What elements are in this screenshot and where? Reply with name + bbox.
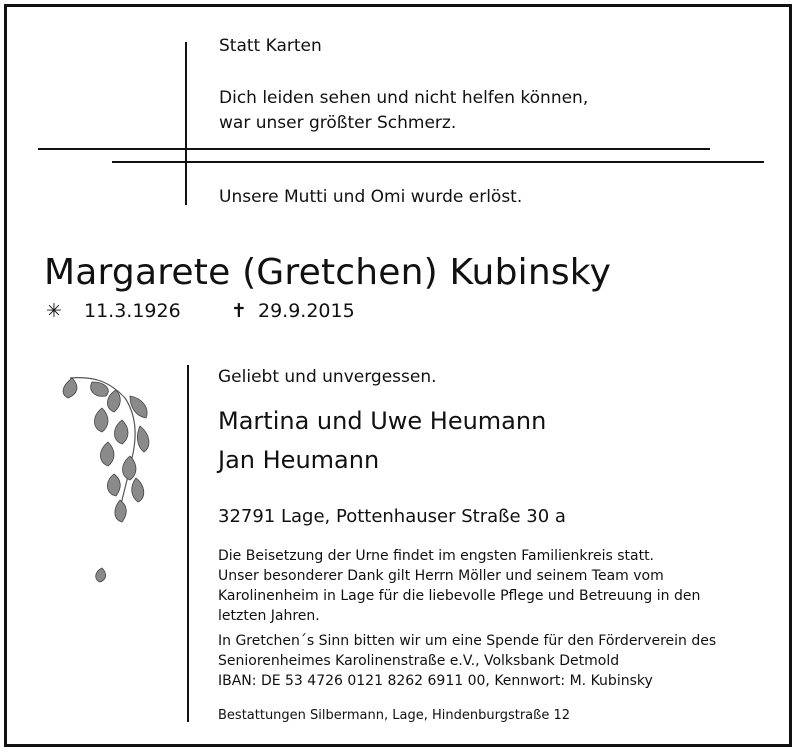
quote-line-2: war unser größter Schmerz. (219, 113, 457, 133)
birch-branch-icon (50, 368, 160, 598)
lower-vertical-line (187, 365, 189, 722)
mourner-line-1: Martina und Uwe Heumann (218, 407, 547, 435)
text-line-3: Karolinenheim in Lage für die liebevolle Pflege und Betreuung in den (218, 588, 701, 604)
birth-date: 11.3.1926 (84, 300, 181, 322)
cross-horizontal-line-lower (112, 161, 764, 163)
text-line-7: IBAN: DE 53 4726 0121 8262 6911 00, Kennwort: M. Kubinsky (218, 673, 653, 689)
birth-symbol-icon: ✳ (46, 300, 62, 322)
text-line-4: letzten Jahren. (218, 608, 320, 624)
cross-vertical-line (185, 42, 187, 205)
header-statt-karten: Statt Karten (219, 36, 322, 56)
mourner-address: 32791 Lage, Pottenhauser Straße 30 a (218, 506, 566, 527)
text-line-1: Die Beisetzung der Urne findet im engsten Familienkreis statt. (218, 548, 655, 564)
cross-horizontal-line-upper (38, 148, 710, 150)
quote-line-1: Dich leiden sehen und nicht helfen können, (219, 88, 589, 108)
released-text: Unsere Mutti und Omi wurde erlöst. (219, 187, 523, 207)
mourner-line-2: Jan Heumann (218, 446, 380, 474)
text-line-6: Seniorenheimes Karolinenstraße e.V., Volksbank Detmold (218, 653, 620, 669)
death-symbol-icon: ✝ (231, 300, 247, 322)
text-line-2: Unser besonderer Dank gilt Herrn Möller und seinem Team vom (218, 568, 664, 584)
undertaker-info: Bestattungen Silbermann, Lage, Hindenburgstraße 12 (218, 708, 571, 723)
text-line-5: In Gretchen´s Sinn bitten wir um eine Spende für den Förderverein des (218, 633, 717, 649)
deceased-name: Margarete (Gretchen) Kubinsky (44, 252, 612, 293)
death-date: 29.9.2015 (258, 300, 355, 322)
remembrance-text: Geliebt und unvergessen. (218, 367, 437, 387)
